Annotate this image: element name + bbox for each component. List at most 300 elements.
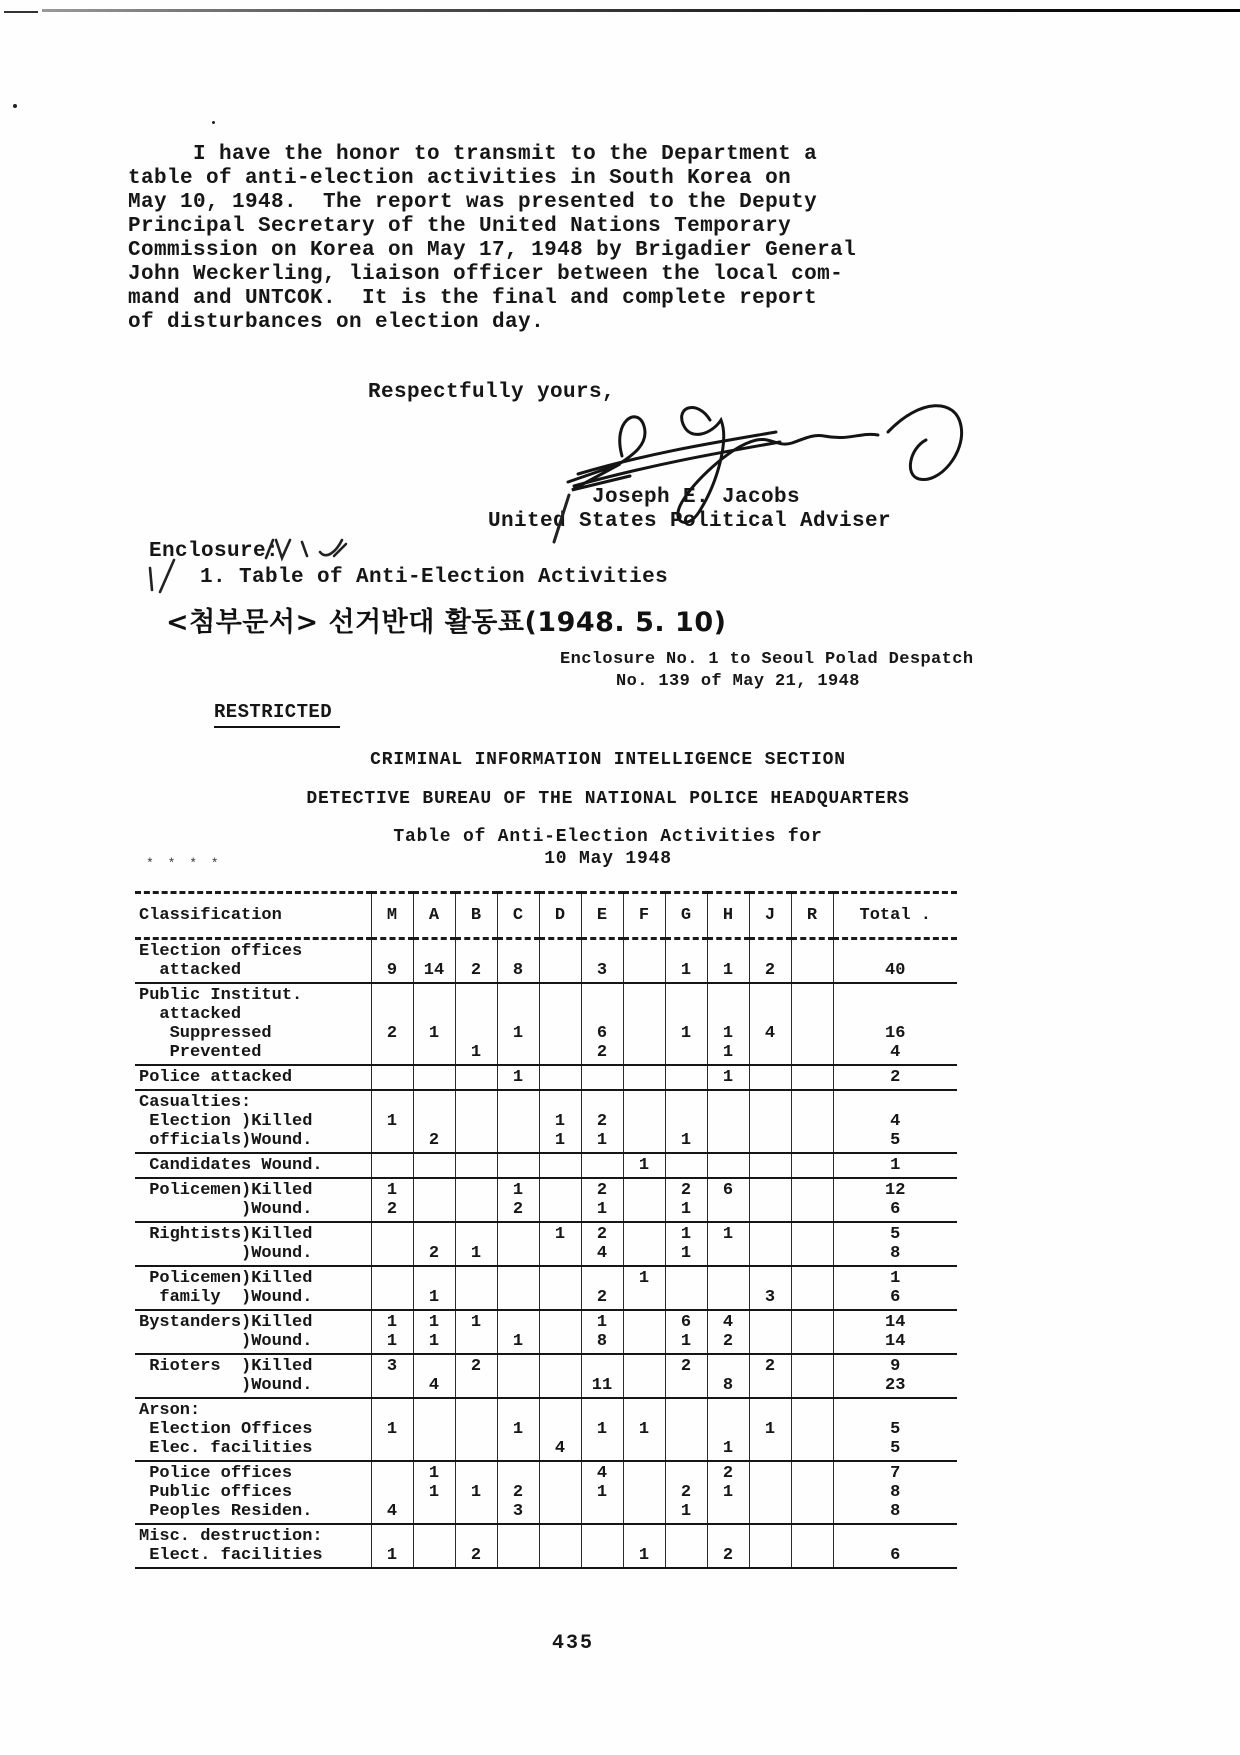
letter-paragraph-line: May 10, 1948. The report was presented to the Deputy — [128, 191, 818, 214]
cell-col-D — [539, 1090, 581, 1153]
table-cell-line — [792, 1546, 833, 1565]
cell-col-C — [497, 1222, 539, 1266]
table-cell-line — [666, 1527, 707, 1546]
cell-col-G — [665, 939, 707, 984]
cell-col-B — [455, 939, 497, 984]
table-cell-line: )Wound. — [139, 1200, 313, 1219]
table-cell-line — [414, 986, 455, 1005]
table-cell-line: 1 — [512, 1420, 524, 1439]
table-cell-line — [750, 1439, 791, 1458]
table-cell-line — [792, 1156, 833, 1175]
table-cell-line: 1 — [638, 1420, 650, 1439]
cell-col-C — [497, 1153, 539, 1178]
cell-col-G — [665, 1178, 707, 1222]
table-cell-line — [708, 1269, 749, 1288]
table-cell-line — [372, 1376, 413, 1395]
cell-col-H — [707, 1090, 749, 1153]
table-cell-line — [750, 1313, 791, 1332]
cell-col-G — [665, 1222, 707, 1266]
table-cell-line: 4 — [386, 1502, 398, 1521]
table-cell-line: Bystanders)Killed — [139, 1313, 313, 1332]
table-cell-line: 1 — [638, 1269, 650, 1288]
table-cell-line: 4 — [596, 1464, 608, 1483]
table-cell-line — [750, 1269, 791, 1288]
cell-classification — [135, 1461, 371, 1524]
table-cell-line: family )Wound. — [139, 1288, 313, 1307]
cell-col-B — [455, 983, 497, 1065]
table-cell-line — [582, 1068, 623, 1087]
table-cell-line: 1 — [890, 1156, 901, 1175]
table-cell-line — [708, 1093, 749, 1112]
cell-col-M — [371, 1222, 413, 1266]
table-cell-line — [498, 1043, 539, 1062]
cell-col-B — [455, 1090, 497, 1153]
table-cell-line — [414, 1502, 455, 1521]
table-cell-line — [414, 1200, 455, 1219]
cell-col-R — [791, 1461, 833, 1524]
table-cell-line: 2 — [722, 1332, 734, 1351]
cell-col-E — [581, 1090, 623, 1153]
table-cell-line: 5 — [890, 1439, 901, 1458]
table-cell-line — [372, 1439, 413, 1458]
table-cell-line: 2 — [512, 1483, 524, 1502]
cell-col-E — [581, 983, 623, 1065]
table-cell-line: 1 — [680, 1244, 692, 1263]
cell-total — [833, 983, 957, 1065]
table-cell-line — [666, 1401, 707, 1420]
cell-total — [833, 939, 957, 984]
enclosure-label: Enclosure: — [149, 540, 280, 563]
table-cell-line — [372, 942, 413, 961]
table-cell-line: 1 — [386, 1112, 398, 1131]
table-cell-line: 6 — [722, 1181, 734, 1200]
table-cell-line: )Wound. — [139, 1332, 313, 1351]
table-cell-line — [498, 1288, 539, 1307]
table-cell-line — [750, 1112, 791, 1131]
cell-col-C — [497, 1090, 539, 1153]
table-cell-line — [582, 1527, 623, 1546]
table-cell-line — [792, 1288, 833, 1307]
table-cell-line: 2 — [596, 1181, 608, 1200]
table-cell-line — [792, 1420, 833, 1439]
header-col-E: E — [581, 893, 623, 939]
table-cell-line — [582, 1439, 623, 1458]
table-cell-line — [498, 1112, 539, 1131]
table-row — [135, 1524, 957, 1568]
cell-total — [833, 1354, 957, 1398]
table-cell-line: Misc. destruction: — [139, 1527, 323, 1546]
table-cell-line: 9 — [386, 961, 398, 980]
table-header-row — [135, 893, 957, 939]
table-cell-line: 3 — [512, 1502, 524, 1521]
cell-classification — [135, 939, 371, 984]
table-cell-line: 14 — [885, 1332, 906, 1351]
table-cell-line: 5 — [890, 1131, 901, 1150]
cell-col-G — [665, 1310, 707, 1354]
table-cell-line: 2 — [470, 1546, 482, 1565]
table-cell-line — [540, 1005, 581, 1024]
table-cell-line: Policemen)Killed — [139, 1269, 313, 1288]
handwritten-slash-mark — [144, 556, 184, 594]
cell-col-E — [581, 1222, 623, 1266]
table-cell-line: Suppressed — [139, 1024, 272, 1043]
table-cell-line — [582, 1005, 623, 1024]
table-cell-line — [624, 1357, 665, 1376]
cell-col-F — [623, 1153, 665, 1178]
table-cell-line: Rightists)Killed — [139, 1225, 313, 1244]
table-cell-line: Public Institut. — [139, 986, 303, 1005]
table-cell-line: 2 — [596, 1043, 608, 1062]
table-cell-line: )Wound. — [139, 1244, 313, 1263]
table-cell-line: 1 — [722, 1483, 734, 1502]
header-classification: Classification — [139, 906, 282, 925]
table-cell-line — [498, 1376, 539, 1395]
table-row — [135, 939, 957, 984]
table-cell-line: Election Offices — [139, 1420, 313, 1439]
cell-col-H — [707, 939, 749, 984]
table-cell-line — [540, 1527, 581, 1546]
table-cell-line: 14 — [885, 1313, 906, 1332]
cell-col-G — [665, 1524, 707, 1568]
table-cell-line — [792, 942, 833, 961]
table-cell-line — [540, 942, 581, 961]
table-cell-line — [834, 986, 958, 1005]
table-cell-line — [372, 1043, 413, 1062]
table-cell-line — [666, 1269, 707, 1288]
table-body — [135, 939, 957, 1569]
cell-col-E — [581, 1065, 623, 1090]
table-cell-line — [540, 1288, 581, 1307]
table-cell-line: 1 — [554, 1225, 566, 1244]
table-cell-line: 6 — [890, 1200, 901, 1219]
table-cell-line: 3 — [764, 1288, 776, 1307]
header-col-G: G — [665, 893, 707, 939]
letter-body-paragraph — [128, 143, 856, 335]
cell-col-R — [791, 1310, 833, 1354]
table-cell-line — [792, 1269, 833, 1288]
table-cell-line: 1 — [512, 1024, 524, 1043]
table-cell-line — [582, 942, 623, 961]
table-cell-line: 8 — [596, 1332, 608, 1351]
table-cell-line — [540, 1156, 581, 1175]
table-cell-line: 1 — [722, 1225, 734, 1244]
table-cell-line — [498, 1464, 539, 1483]
cell-col-D — [539, 1065, 581, 1090]
cell-col-A — [413, 939, 455, 984]
cell-col-B — [455, 1222, 497, 1266]
table-cell-line — [624, 1376, 665, 1395]
letter-paragraph-line: of disturbances on election day. — [128, 311, 545, 334]
table-cell-line: 1 — [722, 1439, 734, 1458]
table-cell-line: 1 — [890, 1269, 901, 1288]
cell-col-G — [665, 983, 707, 1065]
org-header-line2: DETECTIVE BUREAU OF THE NATIONAL POLICE HEADQUARTERS — [306, 789, 910, 809]
cell-col-G — [665, 1398, 707, 1461]
table-cell-line: 1 — [638, 1546, 650, 1565]
table-cell-line: 4 — [596, 1244, 608, 1263]
table-cell-line — [498, 1093, 539, 1112]
table-cell-line — [792, 1043, 833, 1062]
cell-col-E — [581, 1310, 623, 1354]
cell-col-E — [581, 1266, 623, 1310]
table-cell-line — [750, 1068, 791, 1087]
table-cell-line: 1 — [764, 1420, 776, 1439]
table-row — [135, 1266, 957, 1310]
cell-col-D — [539, 1354, 581, 1398]
table-cell-line — [540, 1244, 581, 1263]
table-cell-line: 14 — [423, 961, 445, 980]
table-cell-line — [582, 1401, 623, 1420]
cell-col-A — [413, 1178, 455, 1222]
table-row — [135, 983, 957, 1065]
table-cell-line — [456, 1269, 497, 1288]
cell-col-R — [791, 1524, 833, 1568]
header-col-C: C — [497, 893, 539, 939]
cell-col-D — [539, 1222, 581, 1266]
cell-total — [833, 1398, 957, 1461]
table-cell-line: 1 — [680, 1200, 692, 1219]
cell-col-J — [749, 1354, 791, 1398]
handwritten-slash-mark — [548, 492, 574, 544]
cell-col-F — [623, 1524, 665, 1568]
cell-col-M — [371, 1354, 413, 1398]
table-cell-line: 2 — [470, 1357, 482, 1376]
table-cell-line — [540, 1357, 581, 1376]
table-cell-line — [666, 1093, 707, 1112]
cell-col-R — [791, 983, 833, 1065]
table-cell-line — [582, 1156, 623, 1175]
table-cell-line — [792, 1439, 833, 1458]
cell-col-D — [539, 939, 581, 984]
activities-table-wrapper — [135, 891, 957, 1569]
table-cell-line: 23 — [885, 1376, 906, 1395]
cell-col-G — [665, 1461, 707, 1524]
table-cell-line — [456, 1225, 497, 1244]
table-cell-line: 1 — [722, 961, 734, 980]
table-cell-line: 2 — [386, 1024, 398, 1043]
cell-col-C — [497, 1461, 539, 1524]
cell-col-B — [455, 1178, 497, 1222]
cell-col-R — [791, 1178, 833, 1222]
scan-edge-artifact-dash — [4, 11, 38, 13]
table-cell-line — [498, 1269, 539, 1288]
header-total: Total . — [833, 893, 957, 939]
letter-paragraph-line: Principal Secretary of the United Nations Temporary — [128, 215, 792, 238]
table-cell-line — [540, 1313, 581, 1332]
table-cell-line — [624, 1483, 665, 1502]
table-cell-line — [792, 1112, 833, 1131]
cell-col-A — [413, 983, 455, 1065]
table-cell-line — [540, 1376, 581, 1395]
table-cell-line — [792, 1200, 833, 1219]
cell-classification — [135, 1090, 371, 1153]
table-cell-line — [498, 1225, 539, 1244]
table-cell-line: 8 — [512, 961, 524, 980]
table-cell-line: 2 — [470, 961, 482, 980]
classification-stamp: RESTRICTED — [214, 701, 340, 728]
cell-classification — [135, 1178, 371, 1222]
table-cell-line — [792, 961, 833, 980]
cell-col-D — [539, 1310, 581, 1354]
signer-name: Joseph E. Jacobs — [592, 486, 801, 509]
cell-col-B — [455, 1524, 497, 1568]
table-cell-line: 1 — [512, 1332, 524, 1351]
table-cell-line — [792, 986, 833, 1005]
cell-col-J — [749, 1310, 791, 1354]
table-cell-line: 11 — [591, 1376, 613, 1395]
table-cell-line: 8 — [890, 1502, 901, 1521]
table-cell-line — [666, 1156, 707, 1175]
table-cell-line — [666, 1043, 707, 1062]
cell-col-M — [371, 1153, 413, 1178]
table-cell-line — [540, 986, 581, 1005]
cell-col-A — [413, 1461, 455, 1524]
cell-col-F — [623, 1266, 665, 1310]
table-cell-line — [750, 1244, 791, 1263]
table-cell-line — [498, 1156, 539, 1175]
cell-col-J — [749, 1178, 791, 1222]
table-cell-line: 2 — [680, 1181, 692, 1200]
table-cell-line: 1 — [722, 1068, 734, 1087]
cell-col-H — [707, 1153, 749, 1178]
cell-col-C — [497, 939, 539, 984]
table-cell-line — [750, 1401, 791, 1420]
table-cell-line — [540, 1043, 581, 1062]
letter-paragraph-line: I have the honor to transmit to the Department a — [128, 143, 818, 166]
cell-col-D — [539, 1178, 581, 1222]
table-cell-line — [666, 1376, 707, 1395]
table-cell-line: 1 — [554, 1112, 566, 1131]
table-cell-line — [414, 1527, 455, 1546]
table-cell-line: Election offices — [139, 942, 303, 961]
scan-dot-artifact — [212, 121, 215, 124]
cell-col-B — [455, 1153, 497, 1178]
cell-col-B — [455, 1461, 497, 1524]
table-row — [135, 1090, 957, 1153]
table-cell-line — [498, 942, 539, 961]
table-cell-line: 1 — [470, 1313, 482, 1332]
cell-col-H — [707, 1354, 749, 1398]
header-col-F: F — [623, 893, 665, 939]
table-cell-line: 8 — [890, 1483, 901, 1502]
table-cell-line — [456, 1093, 497, 1112]
table-cell-line: 4 — [890, 1112, 901, 1131]
cell-col-J — [749, 939, 791, 984]
table-cell-line — [624, 1024, 665, 1043]
cell-col-G — [665, 1065, 707, 1090]
cell-col-A — [413, 1524, 455, 1568]
table-cell-line: 2 — [386, 1200, 398, 1219]
table-cell-line — [750, 1502, 791, 1521]
cell-col-C — [497, 1266, 539, 1310]
cell-col-D — [539, 983, 581, 1065]
table-cell-line: 8 — [722, 1376, 734, 1395]
table-cell-line — [414, 942, 455, 961]
table-cell-line: 1 — [596, 1313, 608, 1332]
cell-col-J — [749, 1065, 791, 1090]
table-cell-line — [456, 1068, 497, 1087]
cell-classification — [135, 1524, 371, 1568]
cell-col-M — [371, 1178, 413, 1222]
cell-col-M — [371, 1461, 413, 1524]
table-cell-line — [708, 942, 749, 961]
table-cell-line — [708, 986, 749, 1005]
table-cell-line: 1 — [680, 1024, 692, 1043]
table-cell-line — [666, 1068, 707, 1087]
cell-total — [833, 1090, 957, 1153]
page-number: 435 — [552, 1632, 595, 1655]
table-cell-line — [414, 1439, 455, 1458]
table-cell-line — [540, 1464, 581, 1483]
table-cell-line: 3 — [596, 961, 608, 980]
cell-col-G — [665, 1153, 707, 1178]
cell-col-M — [371, 939, 413, 984]
cell-col-D — [539, 1266, 581, 1310]
table-cell-line — [540, 1502, 581, 1521]
table-cell-line: 2 — [512, 1200, 524, 1219]
table-cell-line: Election )Killed — [139, 1112, 313, 1131]
table-cell-line — [498, 1439, 539, 1458]
table-cell-line — [666, 1288, 707, 1307]
cell-col-A — [413, 1090, 455, 1153]
table-cell-line: 2 — [722, 1546, 734, 1565]
table-cell-line — [708, 1420, 749, 1439]
cell-col-F — [623, 1090, 665, 1153]
cell-col-M — [371, 1065, 413, 1090]
cell-col-H — [707, 1310, 749, 1354]
table-cell-line — [666, 1005, 707, 1024]
table-cell-line — [792, 1068, 833, 1087]
cell-classification — [135, 1065, 371, 1090]
cell-col-M — [371, 983, 413, 1065]
table-cell-line: 8 — [890, 1244, 901, 1263]
table-cell-line — [708, 1156, 749, 1175]
cell-col-H — [707, 983, 749, 1065]
table-cell-line — [666, 942, 707, 961]
cell-col-C — [497, 1354, 539, 1398]
table-cell-line: 2 — [428, 1244, 440, 1263]
table-cell-line — [708, 1005, 749, 1024]
cell-classification — [135, 983, 371, 1065]
scan-dot-artifact — [13, 104, 17, 108]
table-cell-line — [582, 1502, 623, 1521]
table-cell-line: 4 — [428, 1376, 440, 1395]
cell-col-B — [455, 1354, 497, 1398]
table-cell-line — [582, 1357, 623, 1376]
table-cell-line — [414, 1112, 455, 1131]
table-cell-line — [456, 1332, 497, 1351]
table-cell-line: 16 — [885, 1024, 906, 1043]
table-cell-line — [624, 961, 665, 980]
table-cell-line: 12 — [885, 1181, 906, 1200]
cell-col-E — [581, 1398, 623, 1461]
enclosure-reference-line1: Enclosure No. 1 to Seoul Polad Despatch — [560, 650, 974, 669]
table-cell-line: 2 — [722, 1464, 734, 1483]
table-cell-line — [414, 1005, 455, 1024]
table-cell-line — [750, 1200, 791, 1219]
table-cell-line — [582, 986, 623, 1005]
enclosure-reference-line2: No. 139 of May 21, 1948 — [616, 672, 860, 691]
table-cell-line — [792, 1401, 833, 1420]
table-cell-line: 1 — [638, 1156, 650, 1175]
cell-col-D — [539, 1461, 581, 1524]
table-cell-line: Prevented — [139, 1043, 262, 1062]
table-cell-line — [834, 1527, 958, 1546]
table-cell-line — [540, 1269, 581, 1288]
cell-col-E — [581, 1524, 623, 1568]
table-cell-line — [624, 1005, 665, 1024]
table-cell-line — [456, 1464, 497, 1483]
